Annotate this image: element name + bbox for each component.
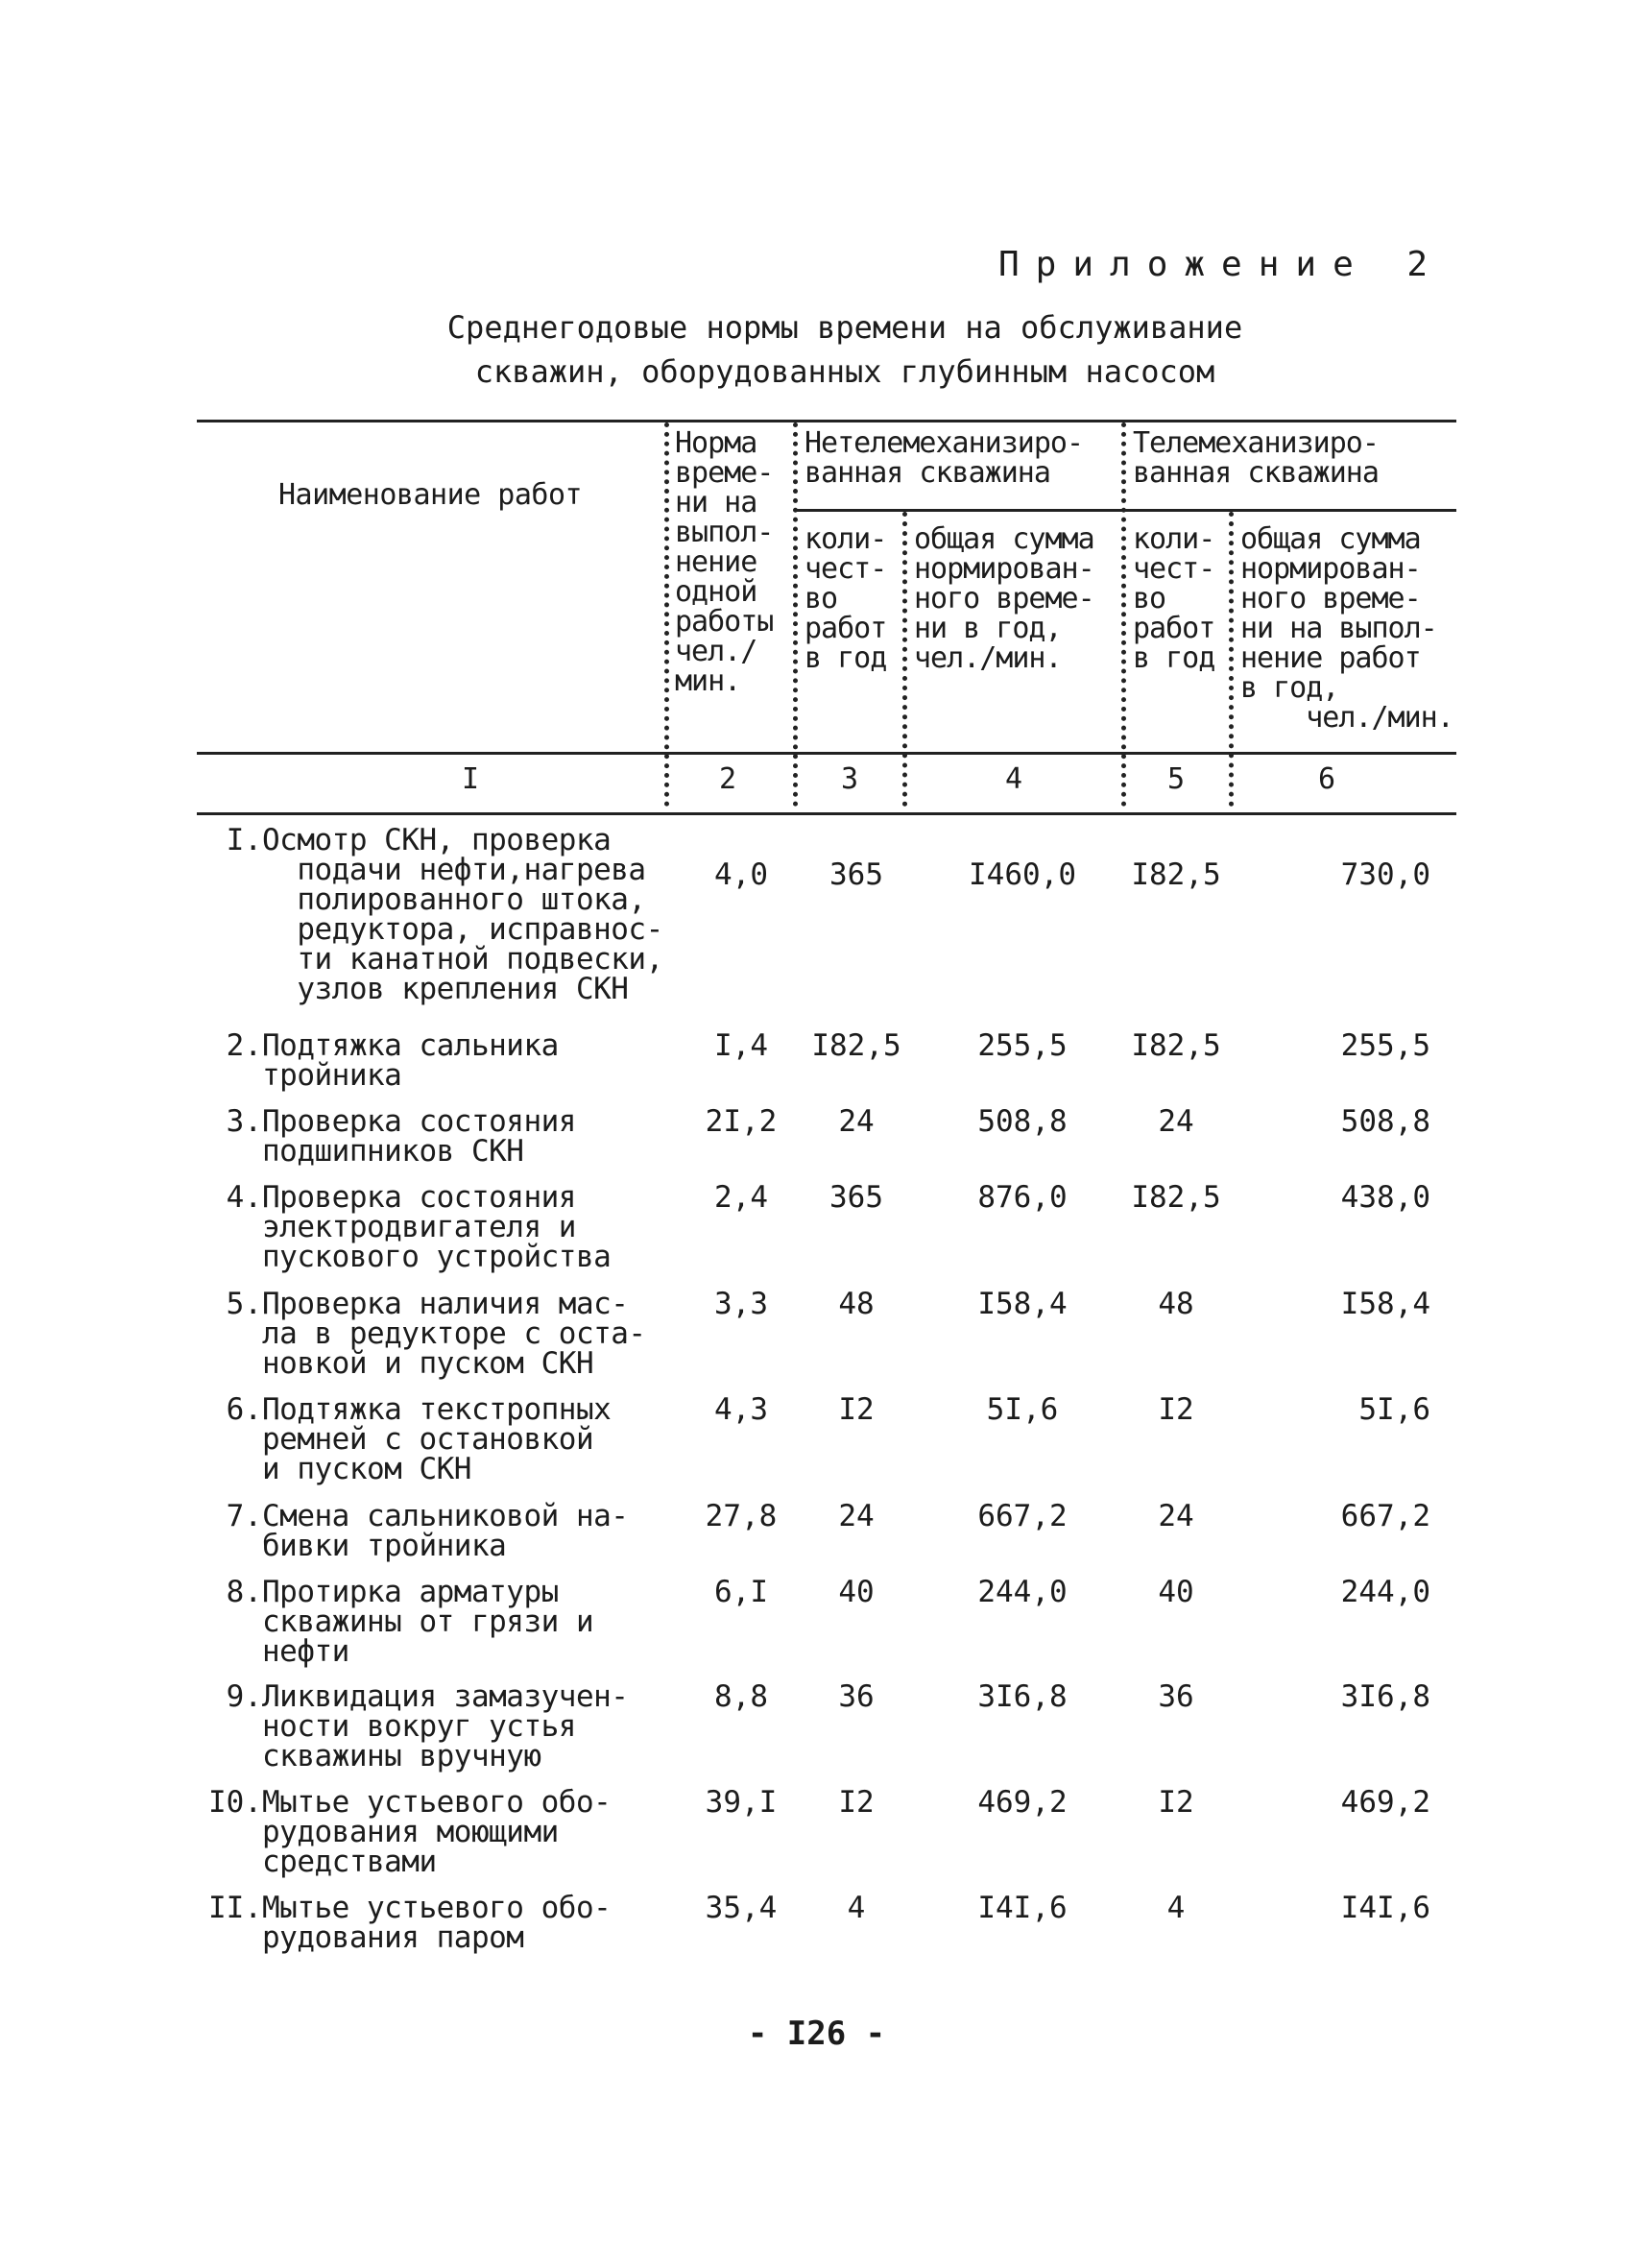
row-norm: 35,4 <box>705 1891 778 1925</box>
row-count-nontele: 24 <box>838 1499 875 1533</box>
row-work-name: Проверка состояния подшипников СКН <box>262 1104 576 1169</box>
header-sum-tele: общая сумма нормирован- ного време- ни на выпол- нение работ в год, чел./мин. <box>1240 522 1453 735</box>
row-work-name: Смена сальниковой на- бивки тройника <box>262 1499 629 1563</box>
row-work-name: Мытье устьевого обо- рудования моющими средствами <box>262 1785 612 1879</box>
row-work-name: Проверка состояния электродвигателя и пускового устройства <box>262 1180 612 1274</box>
row-sum-tele: I4I,6 <box>1340 1891 1430 1925</box>
column-number-6: 6 <box>1317 762 1336 796</box>
row-count-nontele: I82,5 <box>811 1028 901 1063</box>
row-norm: 4,3 <box>714 1392 768 1427</box>
column-number-4: 4 <box>1004 762 1023 796</box>
row-count-tele: I2 <box>1158 1785 1194 1820</box>
table-top-rule <box>197 420 1456 422</box>
row-norm: 6,I <box>714 1575 768 1609</box>
row-sum-tele: 438,0 <box>1340 1180 1430 1215</box>
row-sum-nontele: 876,0 <box>977 1180 1068 1215</box>
row-number: 6. <box>226 1392 262 1427</box>
row-number: 9. <box>226 1679 262 1714</box>
column-divider-2 <box>793 422 798 807</box>
row-count-tele: I82,5 <box>1131 1180 1221 1215</box>
row-count-tele: 24 <box>1158 1104 1194 1139</box>
row-norm: 27,8 <box>705 1499 778 1533</box>
document-title <box>365 305 1325 394</box>
column-number-1: I <box>461 762 480 796</box>
row-number: 8. <box>226 1575 262 1609</box>
row-number: 7. <box>226 1499 262 1533</box>
row-sum-nontele: 469,2 <box>977 1785 1068 1820</box>
row-sum-nontele: I460,0 <box>969 857 1076 892</box>
appendix-label: Приложение 2 <box>998 245 1445 284</box>
row-count-tele: 24 <box>1158 1499 1194 1533</box>
row-count-tele: I82,5 <box>1131 1028 1221 1063</box>
row-count-tele: 4 <box>1166 1891 1186 1925</box>
row-norm: 4,0 <box>714 857 768 892</box>
row-sum-nontele: 3I6,8 <box>977 1679 1068 1714</box>
row-count-tele: I2 <box>1158 1392 1194 1427</box>
header-sum-nontele: общая сумма нормирован- ного време- ни в год, чел./мин. <box>914 522 1094 675</box>
row-number: 5. <box>226 1287 262 1321</box>
row-count-tele: 36 <box>1158 1679 1194 1714</box>
row-sum-tele: 730,0 <box>1340 857 1430 892</box>
row-work-name: Мытье устьевого обо- рудования паром <box>262 1891 612 1955</box>
column-number-3: 3 <box>840 762 859 796</box>
header-count-tele: коли- чест- во работ в год <box>1133 522 1215 675</box>
column-divider-1 <box>664 422 669 807</box>
row-norm: 2I,2 <box>705 1104 778 1139</box>
row-sum-tele: 5I,6 <box>1358 1392 1430 1427</box>
row-count-nontele: I2 <box>838 1392 875 1427</box>
row-work-name: Осмотр СКН, проверка подачи нефти,нагрева полированного штока, редуктора, исправнос- ти канатной подвески, узлов крепления СКН <box>262 823 663 1006</box>
row-sum-nontele: 244,0 <box>977 1575 1068 1609</box>
row-count-nontele: 4 <box>847 1891 866 1925</box>
header-bottom-rule <box>197 752 1456 755</box>
row-norm: 8,8 <box>714 1679 768 1714</box>
row-sum-nontele: 667,2 <box>977 1499 1068 1533</box>
row-norm: 39,I <box>705 1785 778 1820</box>
row-norm: 2,4 <box>714 1180 768 1215</box>
row-number: I0. <box>208 1785 262 1820</box>
row-work-name: Проверка наличия мас- ла в редукторе с оста- новкой и пуском СКН <box>262 1287 646 1381</box>
row-sum-nontele: 255,5 <box>977 1028 1068 1063</box>
column-number-2: 2 <box>718 762 737 796</box>
row-sum-tele: I58,4 <box>1340 1287 1430 1321</box>
row-sum-tele: 508,8 <box>1340 1104 1430 1139</box>
column-divider-4 <box>1121 422 1126 807</box>
subheader-rule <box>797 509 1456 512</box>
row-work-name: Подтяжка текстропных ремней с остановкой и пуском СКН <box>262 1392 612 1486</box>
row-sum-tele: 244,0 <box>1340 1575 1430 1609</box>
row-count-nontele: I2 <box>838 1785 875 1820</box>
column-numbers-bottom-rule <box>197 812 1456 815</box>
column-number-5: 5 <box>1166 762 1186 796</box>
row-norm: 3,3 <box>714 1287 768 1321</box>
header-nontele: Нетелемеханизиро- ванная скважина <box>804 426 1084 490</box>
row-count-nontele: 36 <box>838 1679 875 1714</box>
column-divider-5 <box>1229 512 1234 807</box>
row-count-nontele: 365 <box>829 1180 883 1215</box>
row-count-tele: I82,5 <box>1131 857 1221 892</box>
row-number: 3. <box>226 1104 262 1139</box>
row-work-name: Протирка арматуры скважины от грязи и нефти <box>262 1575 594 1669</box>
row-count-tele: 40 <box>1158 1575 1194 1609</box>
row-sum-nontele: I4I,6 <box>977 1891 1068 1925</box>
row-count-tele: 48 <box>1158 1287 1194 1321</box>
row-sum-nontele: 508,8 <box>977 1104 1068 1139</box>
header-tele: Телемеханизиро- ванная скважина <box>1133 426 1379 490</box>
row-work-name: Ликвидация замазучен- ности вокруг устья скважины вручную <box>262 1679 629 1773</box>
row-work-name: Подтяжка сальника тройника <box>262 1028 559 1093</box>
row-count-nontele: 365 <box>829 857 883 892</box>
header-norm: Норма време- ни на выпол- нение одной работы чел./ мин. <box>675 426 774 698</box>
title-line-1: Среднегодовые нормы времени на обслуживание <box>446 309 1243 346</box>
row-count-nontele: 40 <box>838 1575 875 1609</box>
row-sum-tele: 3I6,8 <box>1340 1679 1430 1714</box>
column-divider-3 <box>902 512 907 807</box>
row-sum-tele: 469,2 <box>1340 1785 1430 1820</box>
title-line-2: скважин, оборудованных глубинным насосом <box>474 353 1215 390</box>
row-number: 4. <box>226 1180 262 1215</box>
row-sum-tele: 667,2 <box>1340 1499 1430 1533</box>
row-count-nontele: 24 <box>838 1104 875 1139</box>
header-work-name: Наименование работ <box>278 478 583 512</box>
row-number: II. <box>208 1891 262 1925</box>
header-count-nontele: коли- чест- во работ в год <box>804 522 887 675</box>
page-number: - I26 - <box>747 2015 886 2053</box>
row-sum-nontele: 5I,6 <box>986 1392 1059 1427</box>
row-number: 2. <box>226 1028 262 1063</box>
row-norm: I,4 <box>714 1028 768 1063</box>
row-count-nontele: 48 <box>838 1287 875 1321</box>
row-sum-tele: 255,5 <box>1340 1028 1430 1063</box>
row-sum-nontele: I58,4 <box>977 1287 1068 1321</box>
row-number: I. <box>226 823 262 857</box>
